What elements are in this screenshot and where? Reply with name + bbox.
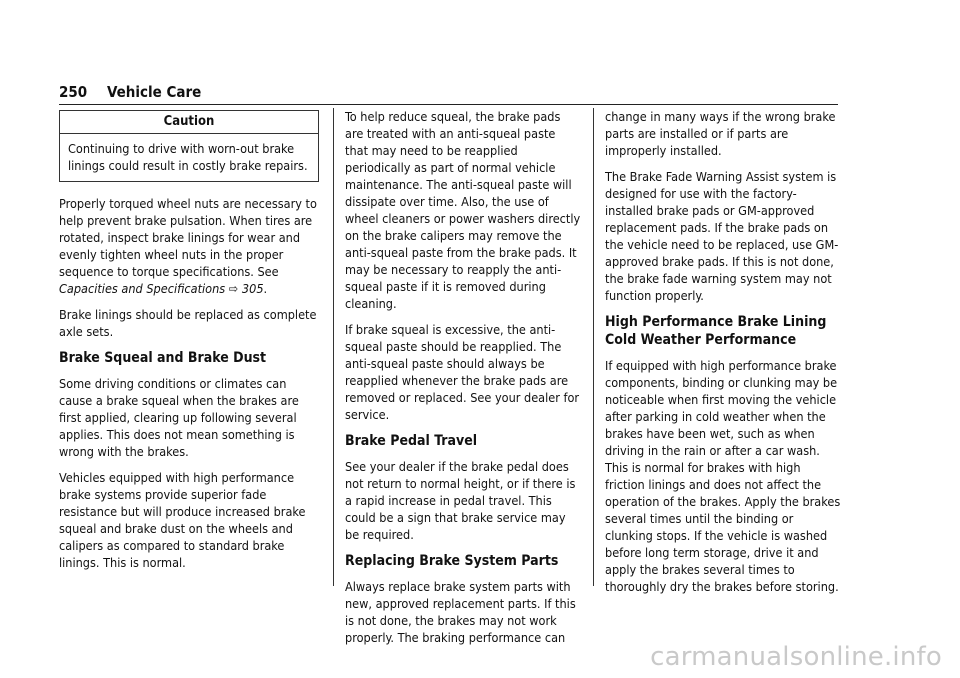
paragraph-high-performance: Vehicles equipped with high performance brake systems provide superior fade resistance but will produce increased brake squeal and brake dust on the wheels and calipers as compared to standard brake linings. This is normal. [59,470,306,570]
paragraph-end: . [263,281,268,296]
paragraph-anti-squeal: To help reduce squeal, the brake pads are treated with an anti-squeal paste that may need to be reapplied periodically as part of normal vehicle maintenance. The anti-squeal paste will dissipate over time. Also, the use of wheel cleaners or power washers directly on the brake calipers may remove the anti-squeal paste from the brake pads. It may be necessary to reapply the anti-squeal paste if it is removed during cleaning. [345,109,581,311]
heading-replacing-parts: Replacing Brake System Parts [345,553,559,569]
cross-reference-text: Capacities and Specifications [59,281,226,296]
paragraph-cold-weather: If equipped with high performance brake components, binding or clunking may be noticeable when first moving the vehicle after parking in cold weather when the brakes have been wet, such as when driving in the rain or after a car wash. This is normal for brakes with high friction linings and does not affect the operation of the brakes. Apply the brakes several times until the binding or clunking stops. If the vehicle is washed before long term storage, drive it and apply the brakes several times to thoroughly dry the brakes before storing. [605,358,841,594]
heading-brake-pedal-travel: Brake Pedal Travel [345,433,478,449]
section-title: Vehicle Care [107,83,202,101]
caution-title: Caution [60,111,318,134]
paragraph-pedal-travel: See your dealer if the brake pedal does not return to normal height, or if there is a rapid increase in pedal travel. This could be a sign that brake service may be required. [345,459,576,542]
paragraph-fade-warning: The Brake Fade Warning Assist system is designed for use with the factory-installed brake pads or GM-approved replacement pads. If the brake pads on the vehicle need to be replaced, use GM-approved brake pads. If this is not done, the brake fade warning system may not function properly. [605,169,839,303]
cross-reference-page: 305 [241,281,264,296]
heading-cold-weather: High Performance Brake Lining Cold Weather Performance [605,314,827,348]
column-divider-2 [593,108,594,586]
caution-text: Continuing to drive with worn-out brake linings could result in costly brake repairs. [68,141,308,173]
column-2 [345,108,581,655]
paragraph-text: Properly torqued wheel nuts are necessary to help prevent brake pulsation. When tires are rotated, inspect brake linings for wear and evenly tighten wheel nuts in the proper sequence to torque specifications. See [59,196,317,279]
cross-reference-link[interactable] [59,281,264,296]
column-1 [59,108,321,580]
page-number: 250 [59,83,88,101]
caution-box [59,110,319,182]
column-divider-1 [333,108,334,586]
watermark: carmanualsonline.info [650,642,942,672]
paragraph-replacing-parts: Always replace brake system parts with new, approved replacement parts. If this is not done, the brakes may not work properly. The braking performance can [345,579,576,645]
paragraph-squeal-conditions: Some driving conditions or climates can cause a brake squeal when the brakes are first applied, clearing up following several applies. This does not mean something is wrong with the brakes. [59,376,299,459]
column-3 [605,108,841,604]
paragraph-wrong-parts: change in many ways if the wrong brake parts are installed or if parts are improperly installed. [605,109,836,158]
heading-brake-squeal: Brake Squeal and Brake Dust [59,350,267,366]
paragraph-wheel-nuts [59,195,321,297]
paragraph-squeal-excessive: If brake squeal is excessive, the anti-squeal paste should be reapplied. The anti-squeal paste should always be reapplied whenever the brake pads are removed or replaced. See your dealer for service. [345,322,580,422]
page-header [59,80,838,105]
paragraph-axle-sets: Brake linings should be replaced as complete axle sets. [59,307,317,339]
page-reference-arrow-icon: ⇨ [228,281,239,296]
